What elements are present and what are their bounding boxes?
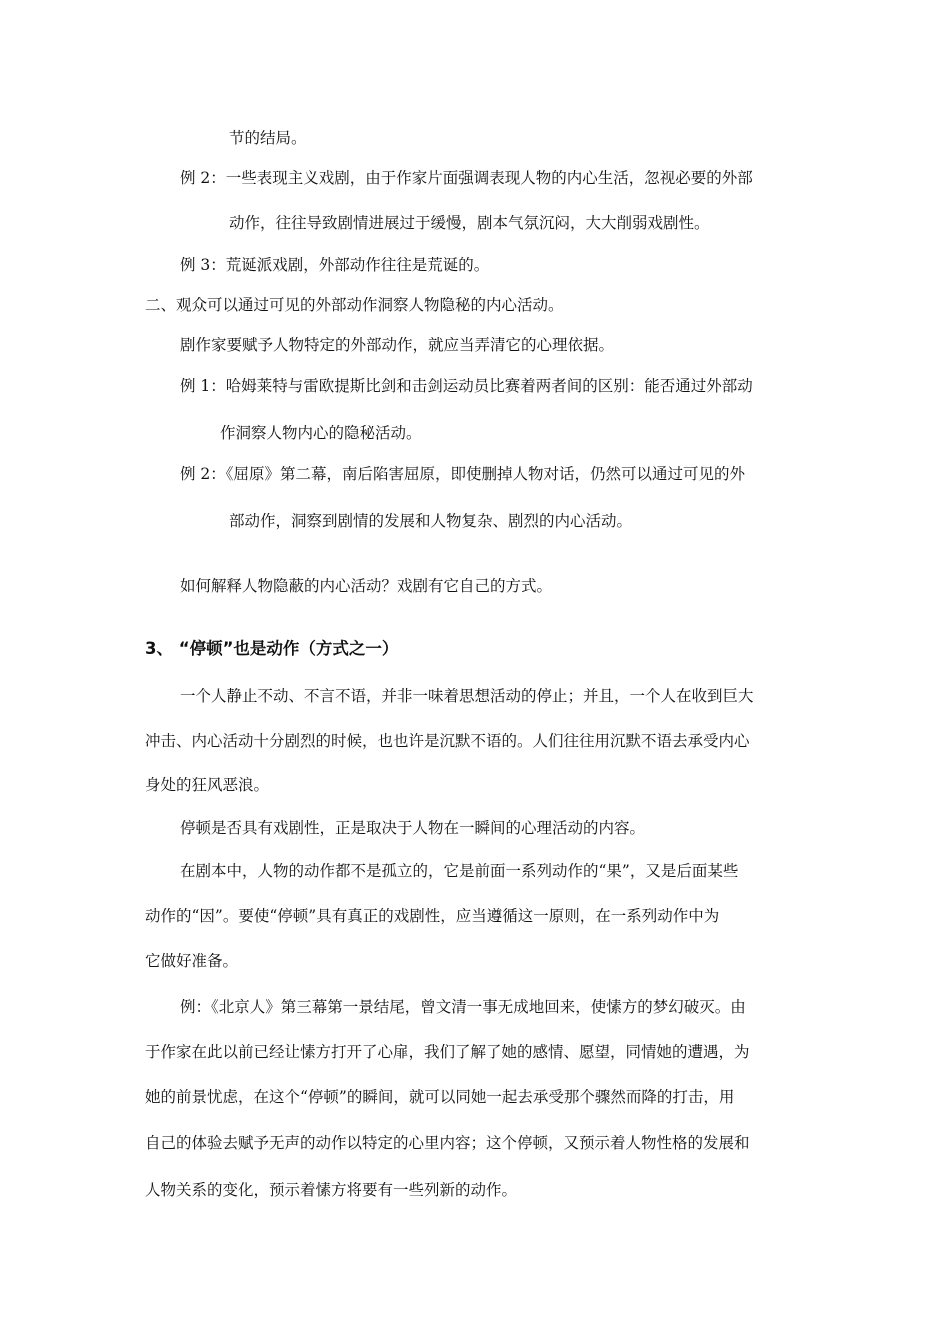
text-line: 节的结局。 <box>229 129 307 147</box>
paragraph-line: 自己的体验去赋予无声的动作以特定的心里内容；这个停顿，又预示着人物性格的发展和 <box>145 1134 750 1152</box>
text-line: 部动作，洞察到剧情的发展和人物复杂、剧烈的内心活动。 <box>229 512 633 530</box>
text-line: 动作，往往导致剧情进展过于缓慢，剧本气氛沉闷，大大削弱戏剧性。 <box>229 214 710 232</box>
paragraph-line: 她的前景忧虑，在这个“停顿”的瞬间，就可以同她一起去承受那个骤然而降的打击，用 <box>145 1088 735 1106</box>
example-line: 例 2：一些表现主义戏剧，由于作家片面强调表现人物的内心生活，忽视必要的外部 <box>180 169 753 187</box>
example-line: 例 1：哈姆莱特与雷欧提斯比剑和击剑运动员比赛着两者间的区别：能否通过外部动 <box>180 377 753 395</box>
text-line: 如何解释人物隐蔽的内心活动？戏剧有它自己的方式。 <box>180 577 553 595</box>
paragraph-line: 身处的狂风恶浪。 <box>145 776 270 794</box>
paragraph-line: 一个人静止不动、不言不语，并非一味着思想活动的停止；并且，一个人在收到巨大 <box>180 687 754 705</box>
paragraph-line: 例：《北京人》第三幕第一景结尾，曾文清一事无成地回来，使愫方的梦幻破灭。由 <box>180 998 746 1016</box>
section-heading-three: 3、 “停顿”也是动作（方式之一） <box>145 639 399 658</box>
paragraph-line: 冲击、内心活动十分剧烈的时候，也也许是沉默不语的。人们往往用沉默不语去承受内心 <box>145 732 750 750</box>
example-line: 例 3：荒诞派戏剧，外部动作往往是荒诞的。 <box>180 256 490 274</box>
paragraph-line: 在剧本中，人物的动作都不是孤立的，它是前面一系列动作的“果”，又是后面某些 <box>180 862 739 880</box>
paragraph-line: 人物关系的变化，预示着愫方将要有一些列新的动作。 <box>145 1181 518 1199</box>
paragraph-line: 动作的“因”。要使“停顿”具有真正的戏剧性，应当遵循这一原则，在一系列动作中为 <box>145 907 720 925</box>
text-line: 作洞察人物内心的隐秘活动。 <box>220 424 422 442</box>
section-heading-two: 二、观众可以通过可见的外部动作洞察人物隐秘的内心活动。 <box>145 296 564 314</box>
paragraph-line: 于作家在此以前已经让愫方打开了心扉，我们了解了她的感情、愿望，同情她的遭遇，为 <box>145 1043 750 1061</box>
paragraph-line: 它做好准备。 <box>145 952 239 970</box>
example-line: 例 2：《屈原》第二幕，南后陷害屈原，即使删掉人物对话，仍然可以通过可见的外 <box>180 465 746 483</box>
paragraph-line: 停顿是否具有戏剧性，正是取决于人物在一瞬间的心理活动的内容。 <box>180 819 646 837</box>
text-line: 剧作家要赋予人物特定的外部动作，就应当弄清它的心理依据。 <box>180 336 615 354</box>
